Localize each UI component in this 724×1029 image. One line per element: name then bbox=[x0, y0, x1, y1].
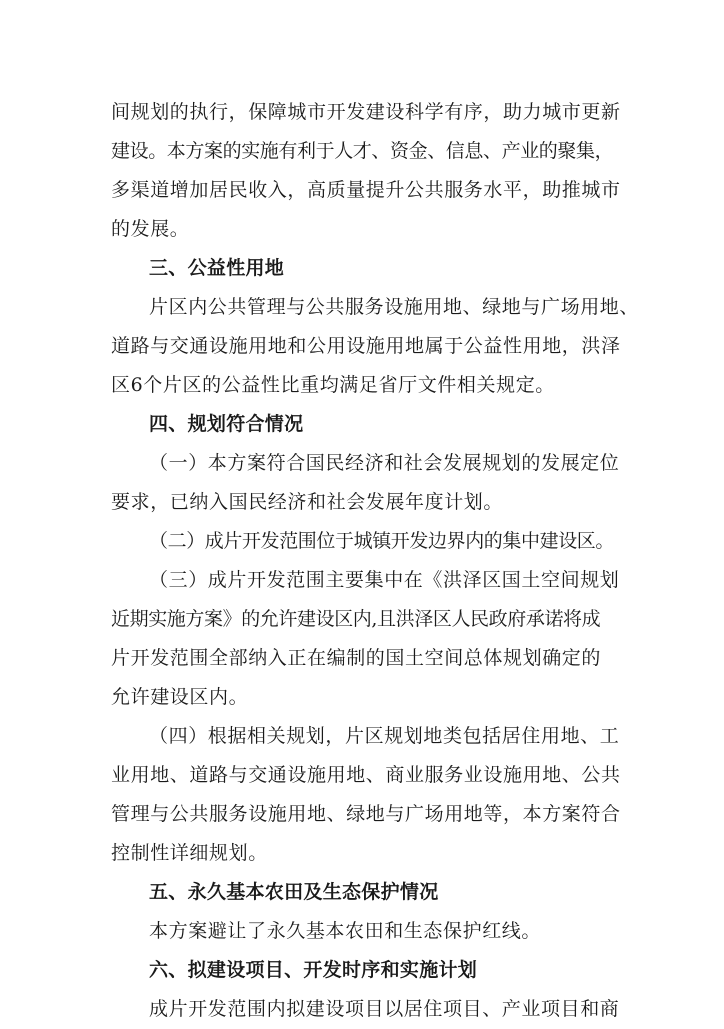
section-heading: 六、拟建设项目、开发时序和实施计划 bbox=[149, 959, 478, 981]
paragraph-first-line: （二）成片开发范围位于城镇开发边界内的集中建设区。 bbox=[149, 530, 615, 552]
section-heading: 四、规划符合情况 bbox=[149, 413, 304, 435]
section-heading: 五、永久基本农田及生态保护情况 bbox=[149, 881, 439, 903]
section-heading: 三、公益性用地 bbox=[149, 257, 285, 279]
body-line: 要求，已纳入国民经济和社会发展年度计划。 bbox=[111, 491, 504, 513]
body-line: 控制性详细规划。 bbox=[111, 842, 268, 864]
body-line: 管理与公共服务设施用地、绿地与广场用地等，本方案符合 bbox=[111, 803, 621, 825]
body-line: 近期实施方案》的允许建设区内,且洪泽区人民政府承诺将成 bbox=[111, 608, 601, 630]
paragraph-first-line: （三）成片开发范围主要集中在《洪泽区国土空间规划 bbox=[149, 569, 620, 591]
paragraph-first-line: 成片开发范围内拟建设项目以居住项目、产业项目和商 bbox=[149, 998, 620, 1020]
paragraph-first-line: （一）本方案符合国民经济和社会发展规划的发展定位 bbox=[149, 452, 620, 474]
body-line: 的发展。 bbox=[111, 218, 190, 240]
body-line: 道路与交通设施用地和公用设施用地属于公益性用地，洪泽 bbox=[111, 335, 621, 357]
body-line: 片开发范围全部纳入正在编制的国土空间总体规划确定的 bbox=[111, 647, 602, 669]
body-line: 间规划的执行，保障城市开发建设科学有序，助力城市更新 bbox=[111, 101, 621, 123]
paragraph-first-line: 本方案避让了永久基本农田和生态保护红线。 bbox=[149, 920, 542, 942]
body-line: 多渠道增加居民收入，高质量提升公共服务水平，助推城市 bbox=[111, 179, 621, 201]
body-line: 业用地、道路与交通设施用地、商业服务业设施用地、公共 bbox=[111, 764, 621, 786]
paragraph-first-line: （四）根据相关规划，片区规划地类包括居住用地、工 bbox=[149, 725, 620, 747]
paragraph-first-line: 片区内公共管理与公共服务设施用地、绿地与广场用地、 bbox=[149, 296, 640, 318]
body-line: 允许建设区内。 bbox=[111, 686, 249, 708]
body-line: 建设。本方案的实施有利于人才、资金、信息、产业的聚集， bbox=[111, 140, 614, 162]
body-line: 区6个片区的公益性比重均满足省厅文件相关规定。 bbox=[111, 374, 555, 396]
document-body bbox=[111, 93, 640, 1029]
